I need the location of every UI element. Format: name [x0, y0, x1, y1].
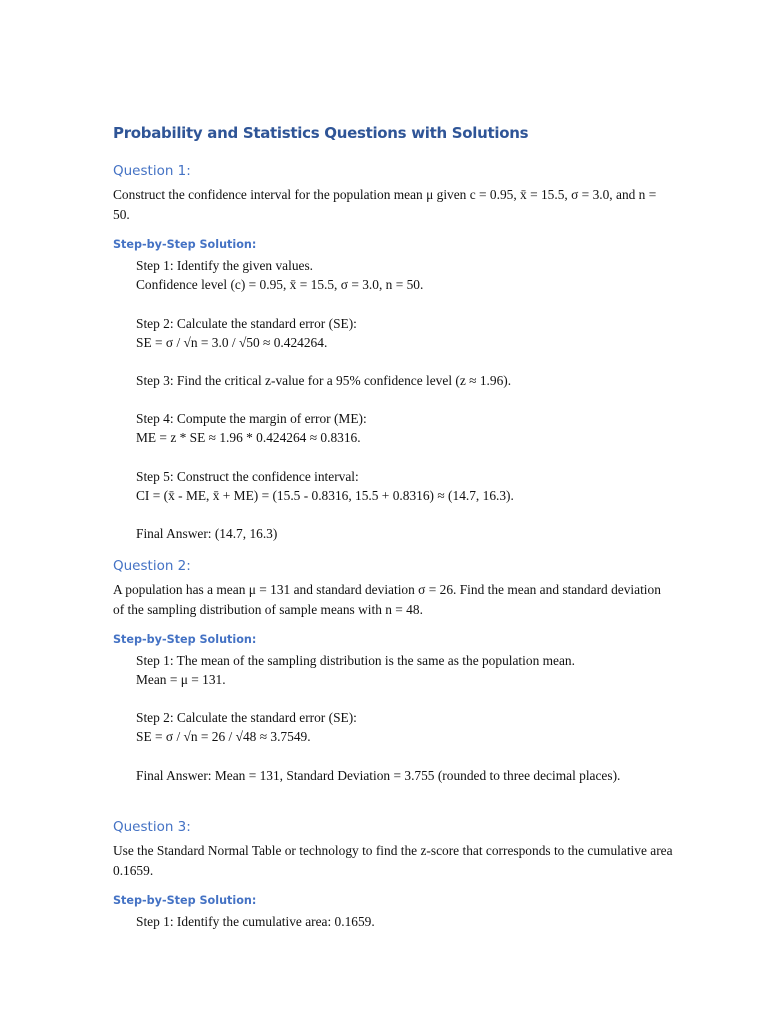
question-2-standard-error: SE = σ / √n = 26 / √48 ≈ 3.7549.: [136, 729, 311, 744]
question-3-text: Use the Standard Normal Table or technology to find the z-score that corresponds to the cumulative area 0.1659.: [113, 843, 673, 878]
document-title: Probability and Statistics Questions with Solutions: [113, 124, 529, 142]
question-3-heading: Question 3:: [113, 819, 191, 835]
question-1-final-answer: Final Answer: (14.7, 16.3): [136, 526, 278, 541]
question-1-solution-heading: Step-by-Step Solution:: [113, 238, 257, 251]
question-2-step-1: Step 1: The mean of the sampling distribution is the same as the population mean.: [136, 653, 575, 668]
question-2-text: A population has a mean μ = 131 and standard deviation σ = 26. Find the mean and standard deviation of the sampling distribution of sample means with n = 48.: [113, 582, 661, 617]
question-2-mean: Mean = μ = 131.: [136, 672, 226, 687]
question-3-solution-heading: Step-by-Step Solution:: [113, 894, 257, 907]
question-1-standard-error: SE = σ / √n = 3.0 / √50 ≈ 0.424264.: [136, 335, 328, 350]
question-2-heading: Question 2:: [113, 558, 191, 574]
question-1-margin-of-error: ME = z * SE ≈ 1.96 * 0.424264 ≈ 0.8316.: [136, 430, 361, 445]
question-3-step-1: Step 1: Identify the cumulative area: 0.1659.: [136, 914, 375, 929]
question-1-step-5: Step 5: Construct the confidence interval:: [136, 469, 359, 484]
question-1-confidence-interval: CI = (x̄ - ME, x̄ + ME) = (15.5 - 0.8316, 15.5 + 0.8316) ≈ (14.7, 16.3).: [136, 488, 514, 503]
question-1-step-4: Step 4: Compute the margin of error (ME):: [136, 411, 367, 426]
question-1-step-1: Step 1: Identify the given values.: [136, 258, 314, 273]
question-1-step-3: Step 3: Find the critical z-value for a 95% confidence level (z ≈ 1.96).: [136, 373, 512, 388]
question-2-step-2: Step 2: Calculate the standard error (SE):: [136, 710, 357, 725]
question-2-solution-heading: Step-by-Step Solution:: [113, 633, 257, 646]
question-1-step-2: Step 2: Calculate the standard error (SE):: [136, 316, 357, 331]
question-1-heading: Question 1:: [113, 163, 191, 179]
question-2-final-answer: Final Answer: Mean = 131, Standard Deviation = 3.755 (rounded to three decimal places).: [136, 768, 621, 783]
question-1-given-values: Confidence level (c) = 0.95, x̄ = 15.5, σ = 3.0, n = 50.: [136, 277, 424, 292]
question-1-text: Construct the confidence interval for the population mean μ given c = 0.95, x̄ = 15.5, σ = 3.0, and n = 50.: [113, 187, 657, 222]
